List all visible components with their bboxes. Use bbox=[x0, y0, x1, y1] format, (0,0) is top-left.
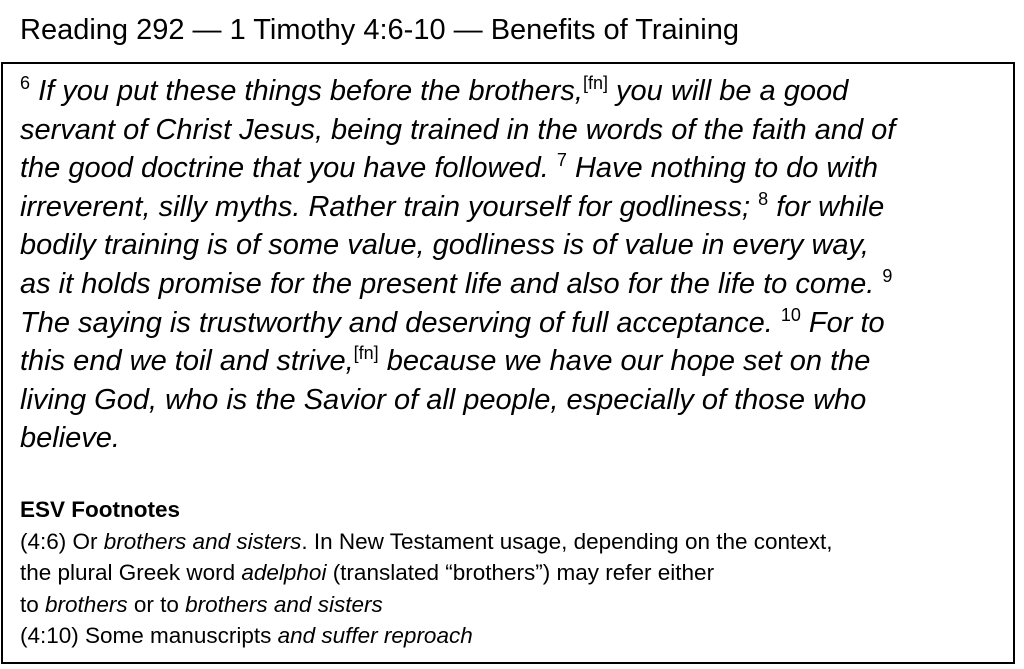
passage-line bbox=[20, 188, 1005, 227]
footnote-line bbox=[20, 526, 1005, 558]
text-segment: irreverent, silly myths. Rather train yourself for godliness; bbox=[20, 190, 759, 223]
passage-line bbox=[20, 72, 1005, 111]
text-segment: Have nothing to do with bbox=[566, 152, 879, 185]
emphasis-text: brothers and sisters bbox=[185, 591, 383, 617]
passage-line bbox=[20, 265, 1005, 304]
footnote-line bbox=[20, 620, 1005, 652]
emphasis-text: adelphoi bbox=[241, 560, 327, 585]
footnote-line bbox=[20, 557, 1005, 589]
text-segment: bodily training is of some value, godliness is of value in every way, bbox=[20, 229, 869, 262]
text-segment: The saying is trustworthy and deserving of full acceptance. bbox=[20, 306, 781, 339]
passage-line bbox=[20, 149, 1005, 188]
text-segment: as it holds promise for the present life and also for the life to come. bbox=[20, 267, 883, 300]
passage-line bbox=[20, 342, 1005, 381]
verse-number: 6 bbox=[20, 73, 31, 93]
text-segment: the plural Greek word bbox=[20, 560, 242, 585]
passage-line bbox=[20, 111, 1005, 150]
text-segment: because we have our hope set on the bbox=[378, 345, 871, 378]
emphasis-text: brothers bbox=[45, 591, 128, 617]
text-segment: If you put these things before the brothers, bbox=[30, 75, 583, 107]
passage-line bbox=[20, 226, 1005, 265]
verse-number: 8 bbox=[758, 188, 769, 209]
emphasis-text: and suffer reproach bbox=[277, 623, 473, 648]
text-segment: the good doctrine that you have followed. bbox=[20, 152, 557, 185]
text-segment: servant of Christ Jesus, being trained in the words of the faith and of bbox=[20, 113, 896, 146]
text-segment: to bbox=[20, 591, 46, 617]
text-segment: this end we toil and strive, bbox=[20, 345, 354, 378]
footnote-line bbox=[20, 589, 1005, 621]
passage-line bbox=[20, 381, 1005, 420]
text-segment: believe. bbox=[20, 422, 120, 455]
text-segment: you will be a good bbox=[608, 75, 849, 107]
passage-line bbox=[20, 419, 1005, 458]
text-segment: . In New Testament usage, depending on the context, bbox=[301, 528, 833, 554]
verse-number: 9 bbox=[882, 265, 893, 286]
footnote-marker: [fn] bbox=[353, 343, 379, 364]
emphasis-text: brothers and sisters bbox=[103, 528, 302, 554]
footnotes-section bbox=[20, 494, 1005, 652]
text-segment: (4:6) Or bbox=[20, 528, 104, 554]
scripture-passage bbox=[20, 72, 1005, 458]
verse-number: 10 bbox=[780, 304, 801, 325]
text-segment: (translated “brothers”) may refer either bbox=[326, 560, 715, 585]
text-segment: living God, who is the Savior of all people, especially of those who bbox=[20, 383, 867, 416]
page-title: Reading 292 — 1 Timothy 4:6-10 — Benefits of Training bbox=[20, 14, 739, 46]
passage-line bbox=[20, 304, 1005, 343]
text-segment: For to bbox=[800, 306, 885, 339]
footnote-list bbox=[20, 526, 1005, 652]
footnotes-heading: ESV Footnotes bbox=[20, 497, 181, 522]
footnote-marker: [fn] bbox=[582, 73, 608, 93]
text-segment: (4:10) Some manuscripts bbox=[20, 623, 278, 648]
verse-number: 7 bbox=[556, 150, 567, 171]
text-segment: or to bbox=[127, 591, 186, 617]
text-segment: for while bbox=[768, 190, 885, 223]
